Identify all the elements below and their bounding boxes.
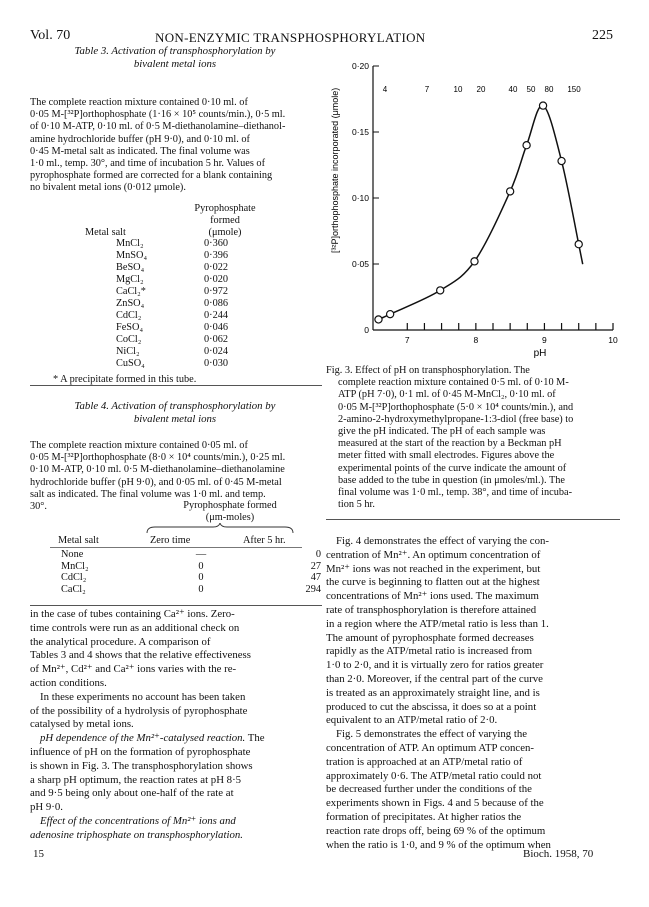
table4-desc-line: 0·10 M-ATP, 0·10 ml. 0·5 M-diethanolamine–diethanolamine [30, 464, 285, 476]
table4-body [61, 549, 321, 595]
body-line: be decreased further under the conditions of the [326, 783, 532, 796]
body-line [30, 732, 322, 746]
base-added-label: 40 [508, 85, 518, 94]
caption-line: base added to the tube in question (in μmoles/ml.). The [338, 474, 565, 486]
base-added-label: 80 [544, 85, 554, 94]
table3-caption [30, 45, 320, 71]
body-line: of the possibility of a hydrolysis of pyrophosphate [30, 704, 248, 717]
table3-col-pp-line: (μmole) [208, 227, 242, 239]
x-tick-label: 9 [542, 335, 547, 345]
base-added-label: 20 [476, 85, 486, 94]
caption-line: complete reaction mixture contained 0·5 ml. of 0·10 M- [338, 377, 569, 389]
volume-label: Vol. 70 [30, 28, 71, 43]
body-line: a sharp pH optimum, the reaction rates at pH 8·5 [30, 773, 242, 786]
body-line: centration of Mn²⁺. An optimum concentration of [326, 548, 541, 561]
body-line: equivalent to an ATP/metal ratio of 2·0. [326, 714, 498, 727]
body-line: influence of pH on the formation of pyrophosphate [30, 745, 251, 758]
table4-group-header-line: (μm-moles) [205, 512, 255, 524]
data-curve [378, 105, 582, 319]
table3-pyrophosphate-value: 0·396 [204, 250, 229, 261]
y-tick-label: 0·05 [351, 259, 369, 269]
body-line: adenosine triphosphate on transphosphorylation. [30, 828, 243, 841]
caption-line: Fig. 3. Effect of pH on transphosphorylation. The [326, 365, 530, 376]
data-point [387, 311, 394, 318]
table3-metal-salt: MgCl₂ [116, 274, 144, 285]
data-point [523, 142, 530, 149]
table3-col-pp-line: Pyrophosphate [194, 203, 256, 214]
y-tick-label: 0·10 [351, 193, 369, 203]
caption-line: meter fitted with small electrodes. Figures above the [338, 450, 555, 462]
table3-pyrophosphate-value: 0·360 [204, 238, 229, 249]
y-tick-label: 0·20 [351, 61, 369, 71]
data-point [558, 157, 565, 164]
body-line: is treated as an approximately straight line, and is [326, 686, 540, 699]
table4-col-metal: Metal salt [58, 535, 99, 546]
table-row [61, 572, 321, 584]
table4-zero-time-value: 0 [198, 572, 204, 584]
table3-metal-salt: FeSO₄ [116, 322, 144, 333]
table3-caption-line: bivalent metal ions [133, 58, 217, 70]
body-line: concentrations of Mn²⁺ ions used. The maximum [326, 590, 539, 603]
body-line: concentration of ATP. An optimum ATP concen- [326, 741, 535, 754]
table3-caption-line: Table 3. Activation of transphosphorylation by [74, 45, 276, 57]
body-line: Fig. 4 demonstrates the effect of varying the con- [336, 535, 549, 547]
table3-salt-column [116, 238, 147, 370]
body-line: Fig. 5 demonstrates the effect of varying the [336, 728, 528, 741]
base-added-label: 150 [567, 85, 581, 94]
table3-metal-salt: NiCl₂ [116, 346, 140, 357]
caption-line: 2-amino-2-hydroxymethylpropane-1:3-diol (free base) to [338, 413, 574, 425]
body-line: Effect of the concentrations of Mn²⁺ ions and [40, 814, 236, 827]
table3-col-pyrophosphate [165, 203, 285, 240]
table3-pyrophosphate-value: 0·020 [204, 274, 229, 285]
table3-pyrophosphate-value: 0·244 [204, 310, 229, 321]
body-line: experiments shown in Figs. 4 and 5 because of the [326, 797, 544, 810]
table3-desc-line: 0·05 M-[³²P]orthophosphate (1·16 × 10⁵ counts/min.), 0·5 ml. [30, 109, 286, 121]
table3-desc-line: pyrophosphate formed are corrected for a blank containing [30, 170, 273, 182]
body-line: The amount of pyrophosphate formed decreases [326, 631, 534, 644]
table4-desc-line: 0·05 M-[³²P]orthophosphate (8·0 × 10⁴ counts/min.), 0·25 ml. [30, 452, 286, 464]
table3-metal-salt: MnSO₄ [116, 250, 148, 261]
table3-desc-line: The complete reaction mixture contained 0·10 ml. of [30, 97, 248, 108]
caption-line: final volume was 1·0 ml., temp. 38°, and time of incuba- [338, 487, 573, 499]
left-body-para1 [30, 608, 322, 843]
base-added-label: 4 [382, 85, 388, 94]
table3-col-metal: Metal salt [85, 227, 126, 238]
body-line: and 9·5 being only about one-half of the rate at [30, 787, 234, 800]
table4-desc-line: The complete reaction mixture contained 0·05 ml. of [30, 440, 248, 451]
table3-pyrophosphate-value: 0·024 [204, 346, 229, 357]
body-line: in a region where the ATP/metal ratio is less than 1. [326, 617, 549, 630]
table3-desc-line: amine hydrochloride buffer (pH 9·0), and 0·10 ml. of [30, 133, 250, 145]
caption-line: tion 5 hr. [338, 499, 375, 511]
table4-desc-line: 30°. [30, 501, 47, 513]
table4-metal-salt: CaCl₂ [61, 583, 86, 595]
table4-zero-time-value: 0 [198, 560, 204, 572]
body-line: is shown in Fig. 3. The transphosphorylation shows [30, 759, 253, 772]
table4-caption-line: bivalent metal ions [133, 413, 217, 425]
table3-metal-salt: CaCl₂* [116, 286, 146, 297]
x-tick-label: 8 [473, 335, 479, 345]
table3-metal-salt: CdCl₂ [116, 310, 142, 321]
body-line: approximately 0·6. The ATP/metal ratio could not [326, 769, 542, 782]
table4-col-after: After 5 hr. [243, 535, 286, 546]
base-added-label: 50 [526, 85, 536, 94]
table3-desc-line: no bivalent metal ions (0·012 μmole). [30, 182, 186, 194]
table3-pyrophosphate-value: 0·030 [204, 358, 229, 369]
table3-pyrophosphate-value: 0·046 [204, 322, 229, 333]
data-point [471, 258, 478, 265]
table4-metal-salt: CdCl₂ [61, 572, 87, 584]
body-line: than 2·0. Moreover, if the central part of the curve [326, 672, 543, 685]
body-line: the analytical procedure. A comparison of [30, 635, 211, 648]
body-line: in the case of tubes containing Ca²⁺ ions. Zero- [30, 608, 235, 620]
body-line: formation of precipitates. At higher ratios the [326, 810, 522, 823]
figure3-chart [325, 58, 635, 363]
table4-metal-salt: None [61, 549, 84, 560]
table4-zero-time-value: 0 [198, 583, 204, 595]
table3-metal-salt: CoCl₂ [116, 334, 142, 345]
table3-pyrophosphate-value: 0·086 [204, 298, 229, 309]
divider [30, 605, 322, 606]
body-line: produced to cut the abscissa, it does so at a point [326, 700, 537, 713]
right-body [326, 535, 622, 852]
table3-desc-line: 1·0 ml., temp. 30°, and time of incubation 5 hr. Values of [30, 158, 265, 170]
table3-pyrophosphate-value: 0·972 [204, 286, 229, 297]
divider [326, 519, 620, 520]
table3-metal-salt: CuSO₄ [116, 358, 145, 369]
table4-after-5hr-value: 27 [310, 560, 321, 572]
table4-caption [30, 400, 320, 426]
table3-metal-salt: BeSO₄ [116, 262, 145, 273]
body-line: time controls were run as an additional check on [30, 621, 240, 634]
running-title: NON-ENZYMIC TRANSPHOSPHORYLATION [155, 30, 426, 45]
body-line: when the ratio is 1·0, and 9 % of the optimum when [326, 838, 551, 851]
table3-metal-salt: MnCl₂ [116, 238, 144, 249]
body-line: reaction rate drops off, being 69 % of the optimum [326, 824, 546, 837]
data-point [507, 188, 514, 195]
caption-line: experimental points of the curve indicate the amount of [338, 462, 567, 474]
page-number: 225 [592, 28, 613, 43]
table-row [61, 561, 321, 573]
table4-after-5hr-value: 47 [310, 572, 321, 584]
table3-desc-line: 0·45 M-metal salt as indicated. The final volume was [30, 145, 250, 157]
body-line: rate of transphosphorylation is therefore attained [326, 603, 537, 616]
table4-zero-time-value: — [195, 549, 207, 560]
data-point [437, 287, 444, 294]
para3-heading: pH dependence of the Mn²⁺-catalysed reaction. [40, 732, 246, 745]
body-line: catalysed by metal ions. [30, 718, 134, 731]
table3-footnote: * A precipitate formed in this tube. [53, 374, 197, 385]
figure3-caption [326, 365, 626, 511]
y-axis-label: [³²P]orthophosphate incorporated (μmole) [330, 87, 340, 253]
table3-description [30, 97, 322, 195]
table4-metal-salt: MnCl₂ [61, 560, 89, 572]
para3-first-rest: The [245, 732, 265, 745]
table4-group-brace [145, 523, 295, 535]
base-added-label: 10 [453, 85, 463, 94]
caption-line: give the pH indicated. The pH of each sample was [338, 426, 546, 438]
table-row [61, 549, 321, 561]
body-line: Mn²⁺ ions was not reached in the experiment, but [326, 562, 541, 575]
table3-pyrophosphate-value: 0·062 [204, 334, 229, 345]
journal-reference: Bioch. 1958, 70 [523, 848, 594, 860]
divider [30, 385, 322, 386]
table3-desc-line: of 0·10 M-ATP, 0·10 ml. of 0·5 M-diethanolamine–diethanol- [30, 121, 286, 133]
body-line: of Mn²⁺, Cd²⁺ and Ca²⁺ ions varies with the re- [30, 663, 237, 676]
base-added-label: 7 [424, 85, 430, 94]
body-line: tration is approached at an ATP/metal ratio of [326, 755, 523, 768]
data-point [375, 316, 382, 323]
body-line: 1·0 to 2·0, and it is virtually zero for ratios greater [326, 659, 544, 672]
x-tick-label: 10 [608, 335, 618, 345]
body-line: action conditions. [30, 676, 107, 689]
signature-mark: 15 [33, 848, 44, 860]
caption-line: measured at the start of the reaction by a Beckman pH [338, 438, 562, 450]
table4-caption-line: Table 4. Activation of transphosphorylation by [74, 400, 276, 412]
y-tick-label: 0·15 [351, 127, 369, 137]
body-line: pH 9·0. [30, 801, 63, 814]
caption-line: ATP (pH 7·0), 0·1 ml. of 0·45 M-MnCl₂, 0·10 ml. of [338, 389, 556, 401]
caption-line: 0·05 M-[³²P]orthophosphate (5·0 × 10⁴ counts/min.), and [338, 401, 574, 413]
table3-col-pp-line: formed [210, 215, 240, 227]
table3-metal-salt: ZnSO₄ [116, 298, 145, 309]
table-row [61, 584, 321, 596]
x-axis-label: pH [533, 348, 547, 359]
body-line: the curve is beginning to flatten out at the highest [326, 576, 540, 589]
data-point [539, 102, 546, 109]
table3-pyrophosphate-value: 0·022 [204, 262, 229, 273]
table4-after-5hr-value: 294 [305, 583, 321, 595]
table4-desc-line: hydrochloride buffer (pH 9·0), and 0·05 ml. of 0·45 M-metal [30, 476, 282, 488]
table4-header-rule [50, 547, 302, 548]
y-tick-label: 0 [364, 325, 369, 335]
table4-desc-line: salt as indicated. The final volume was 1·0 ml. and temp. [30, 488, 266, 500]
data-point [575, 241, 582, 248]
x-tick-label: 7 [404, 335, 410, 345]
table4-col-zero: Zero time [150, 535, 191, 546]
table4-group-header [140, 500, 320, 524]
body-line: rapidly as the ATP/metal ratio is increased from [326, 645, 532, 658]
table3-value-column [204, 238, 228, 370]
body-line: In these experiments no account has been taken [40, 690, 246, 703]
table4-after-5hr-value: 0 [315, 549, 321, 560]
table4-group-header-line: Pyrophosphate formed [183, 500, 277, 511]
body-line: Tables 3 and 4 shows that the relative effectiveness [30, 649, 251, 662]
